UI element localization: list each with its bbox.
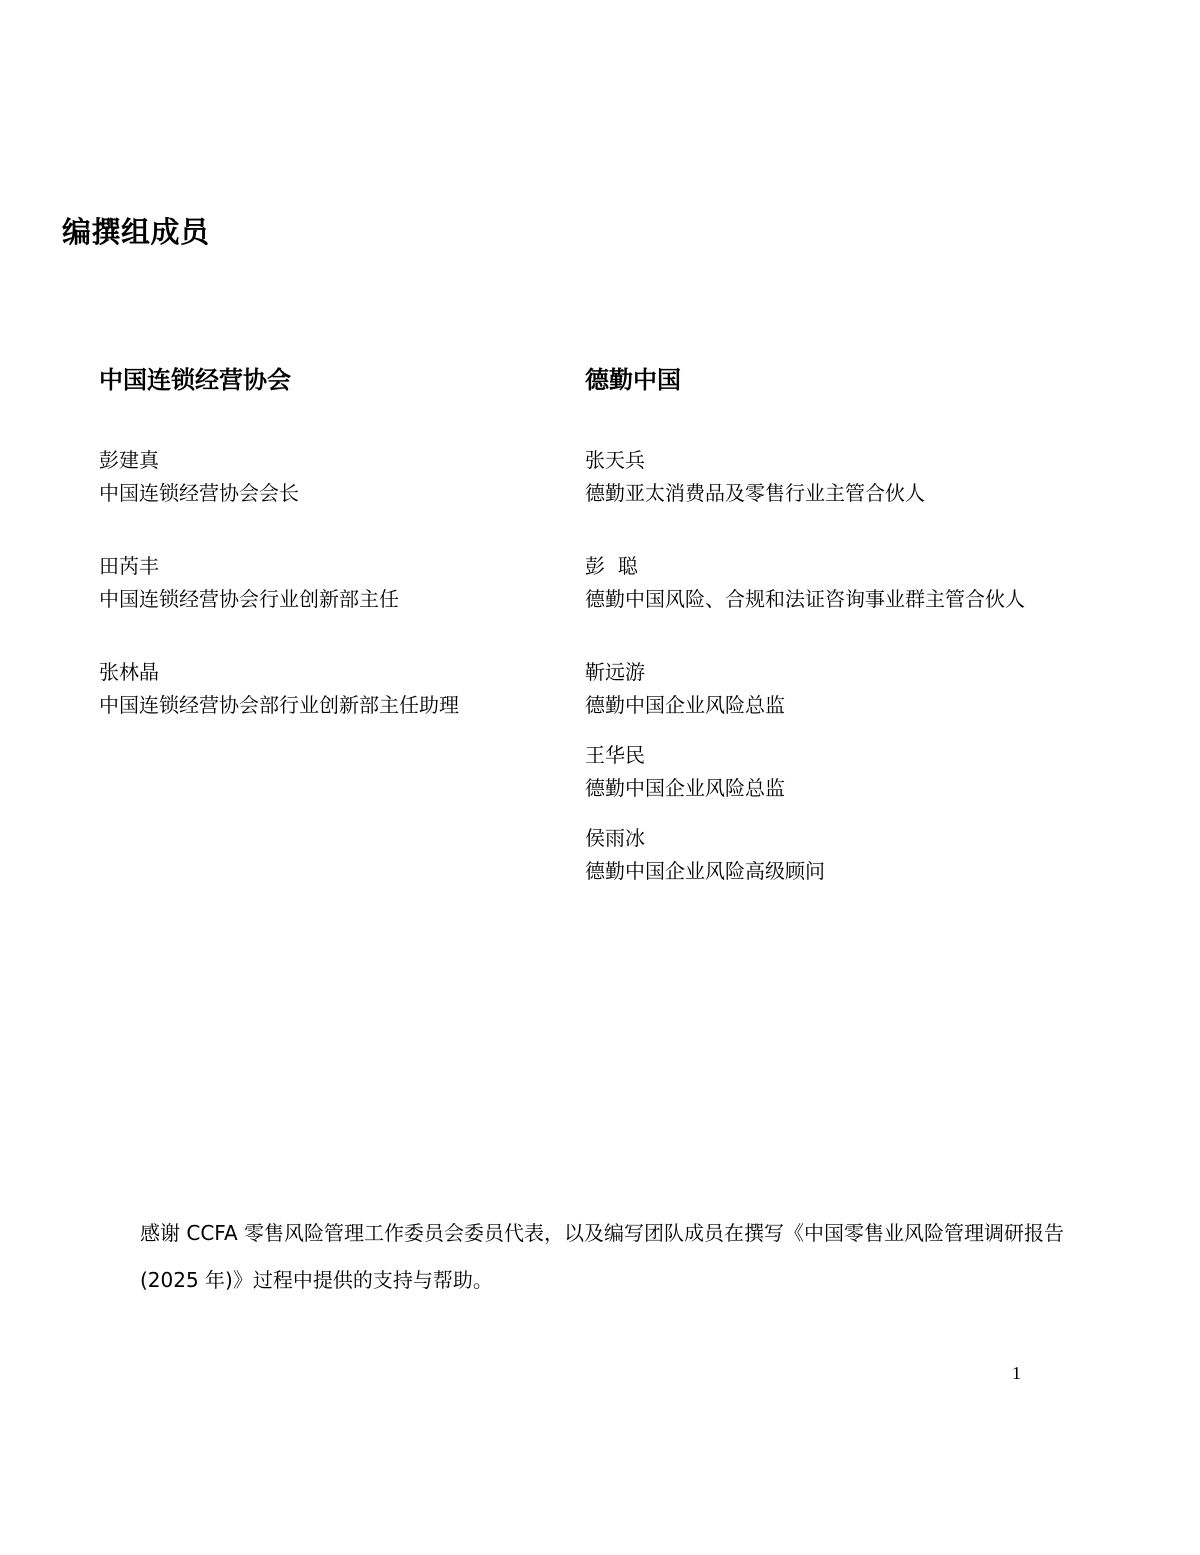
acknowledgement-paragraph: 感谢 CCFA 零售风险管理工作委员会委员代表，以及编写团队成员在撰写《中国零售业风险管理调研报告(2025 年)》过程中提供的支持与帮助。 bbox=[140, 1221, 1064, 1292]
member-name: 侯雨冰 bbox=[585, 826, 645, 850]
org-name-ccfa: 中国连锁经营协会 bbox=[99, 366, 291, 394]
org-name-deloitte: 德勤中国 bbox=[585, 366, 681, 394]
member-entry bbox=[585, 822, 1175, 888]
ccfa-column bbox=[99, 362, 559, 762]
member-entry bbox=[99, 550, 559, 616]
member-name: 张林晶 bbox=[99, 660, 159, 684]
member-entry bbox=[99, 444, 559, 510]
member-title: 德勤中国风险、合规和法证咨询事业群主管合伙人 bbox=[585, 587, 1025, 611]
page-title: 编撰组成员 bbox=[62, 215, 210, 249]
member-entry bbox=[99, 656, 559, 722]
member-name: 彭 聪 bbox=[585, 554, 638, 578]
member-title: 德勤亚太消费品及零售行业主管合伙人 bbox=[585, 481, 925, 505]
deloitte-column bbox=[585, 362, 1175, 888]
member-name: 彭建真 bbox=[99, 448, 159, 472]
member-title: 德勤中国企业风险总监 bbox=[585, 693, 785, 717]
member-entry bbox=[585, 739, 1175, 805]
member-title: 德勤中国企业风险高级顾问 bbox=[585, 859, 825, 883]
member-name: 王华民 bbox=[585, 743, 645, 767]
member-entry bbox=[585, 550, 1175, 616]
page-number: 1 bbox=[1012, 1363, 1021, 1383]
member-entry bbox=[585, 444, 1175, 510]
member-name: 靳远游 bbox=[585, 660, 645, 684]
member-title: 中国连锁经营协会行业创新部主任 bbox=[99, 587, 399, 611]
member-title: 中国连锁经营协会会长 bbox=[99, 481, 299, 505]
member-name: 张天兵 bbox=[585, 448, 645, 472]
member-title: 德勤中国企业风险总监 bbox=[585, 776, 785, 800]
member-title: 中国连锁经营协会部行业创新部主任助理 bbox=[99, 693, 459, 717]
member-name: 田芮丰 bbox=[99, 554, 159, 578]
member-entry bbox=[585, 656, 1175, 722]
